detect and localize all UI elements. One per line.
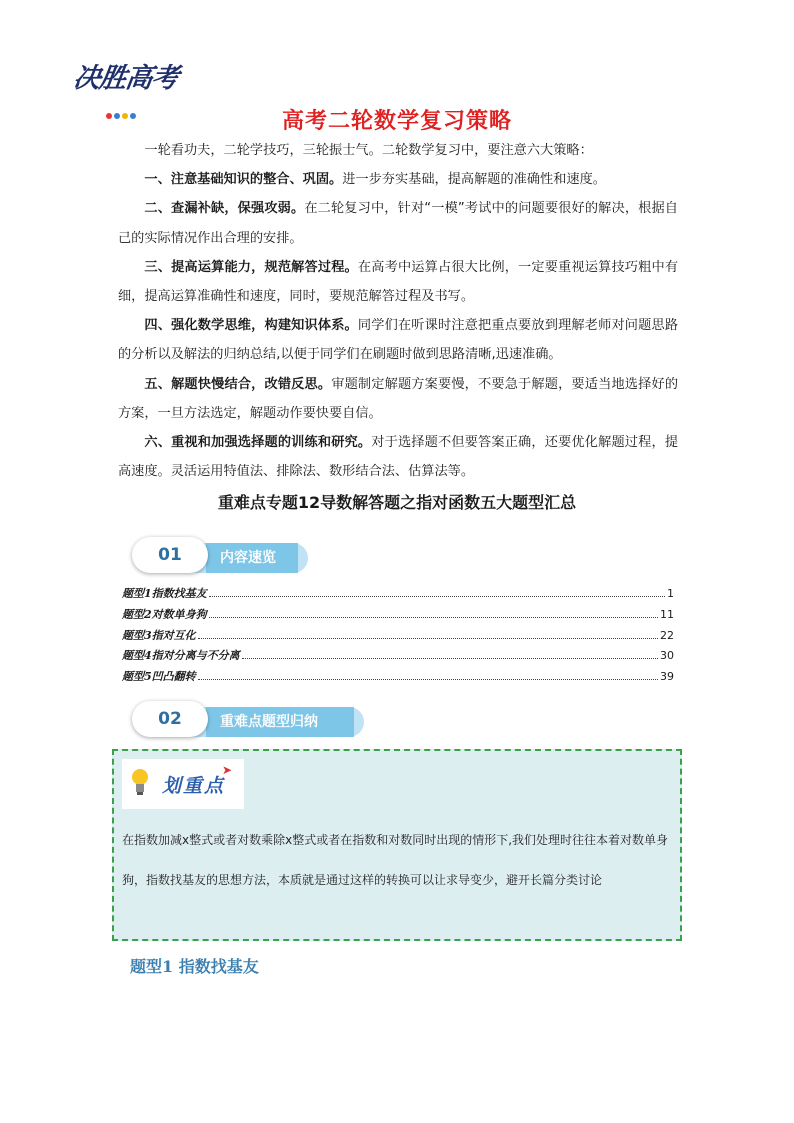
toc-item[interactable]: 题型1指数找基友 1 xyxy=(122,587,674,600)
table-of-contents xyxy=(122,585,674,689)
page-title: 高考二轮数学复习策略 xyxy=(281,109,512,134)
key-point-box xyxy=(112,749,682,941)
key-point-label: 划重点 xyxy=(162,775,226,797)
paper-plane-icon: ➤ xyxy=(222,763,233,777)
strategy-paragraph: 六、重视和加强选择题的训练和研究。对于选择题不但要答案正确，还要优化解题过程，提高速度。灵活运用特值法、排除法、数形结合法、估算法等。 xyxy=(118,435,679,480)
strategy-paragraph: 二、查漏补缺，保强攻弱。在二轮复习中，针对“一模”考试中的问题要很好的解决，根据自己的实际情况作出合理的安排。 xyxy=(118,201,678,246)
logo-text: 决胜高考 xyxy=(71,63,180,94)
tag-number: 02 xyxy=(132,701,208,737)
tag-content-overview xyxy=(132,537,308,573)
strategy-paragraph: 五、解题快慢结合，改错反思。审题制定解题方案要慢，不要急于解题，要适当地选择好的方案，一旦方法选定，解题动作要快要自信。 xyxy=(118,376,679,421)
toc-item[interactable]: 题型4指对分离与不分离 30 xyxy=(122,649,674,663)
tag-key-types xyxy=(132,701,364,737)
strategy-paragraph: 一、注意基础知识的整合、巩固。进一步夯实基础，提高解题的准确性和速度。 xyxy=(144,172,606,188)
section-title: 重难点专题12导数解答题之指对函数五大题型汇总 xyxy=(217,493,577,512)
tag-label: 内容速览 xyxy=(220,550,276,566)
tag-number: 01 xyxy=(132,537,208,573)
strategy-paragraph: 四、强化数学思维，构建知识体系。同学们在听课时注意把重点要放到理解老师对问题思路的分析以及解法的归纳总结,以便于同学们在刷题时做到思路清晰,迅速准确。 xyxy=(118,318,679,363)
toc-item[interactable]: 题型2对数单身狗 11 xyxy=(122,607,674,621)
toc-item[interactable]: 题型5凹凸翻转 39 xyxy=(122,670,674,684)
subsection-title: 题型1 指数找基友 xyxy=(130,957,259,976)
strategy-paragraph: 三、提高运算能力，规范解答过程。在高考中运算占很大比例，一定要重视运算技巧粗中有细，提高运算准确性和速度，同时，要规范解答过程及书写。 xyxy=(118,259,679,305)
lightbulb-icon xyxy=(130,767,150,797)
intro-section xyxy=(118,136,678,486)
toc-item[interactable]: 题型3指对互化 22 xyxy=(122,628,674,642)
intro-paragraph: 一轮看功夫，二轮学技巧，三轮振士气。二轮数学复习中，要注意六大策略： xyxy=(144,143,593,158)
key-point-text: 在指数加减x整式或者对数乘除x整式或者在指数和对数同时出现的情形下,我们处理时往往本着对数单身狗，指数找基友的思想方法，本质就是通过这样的转换可以让求导变少，避开长篇分类讨论 xyxy=(122,833,669,887)
tag-label: 重难点题型归纳 xyxy=(220,714,318,730)
key-point-banner xyxy=(122,759,244,809)
